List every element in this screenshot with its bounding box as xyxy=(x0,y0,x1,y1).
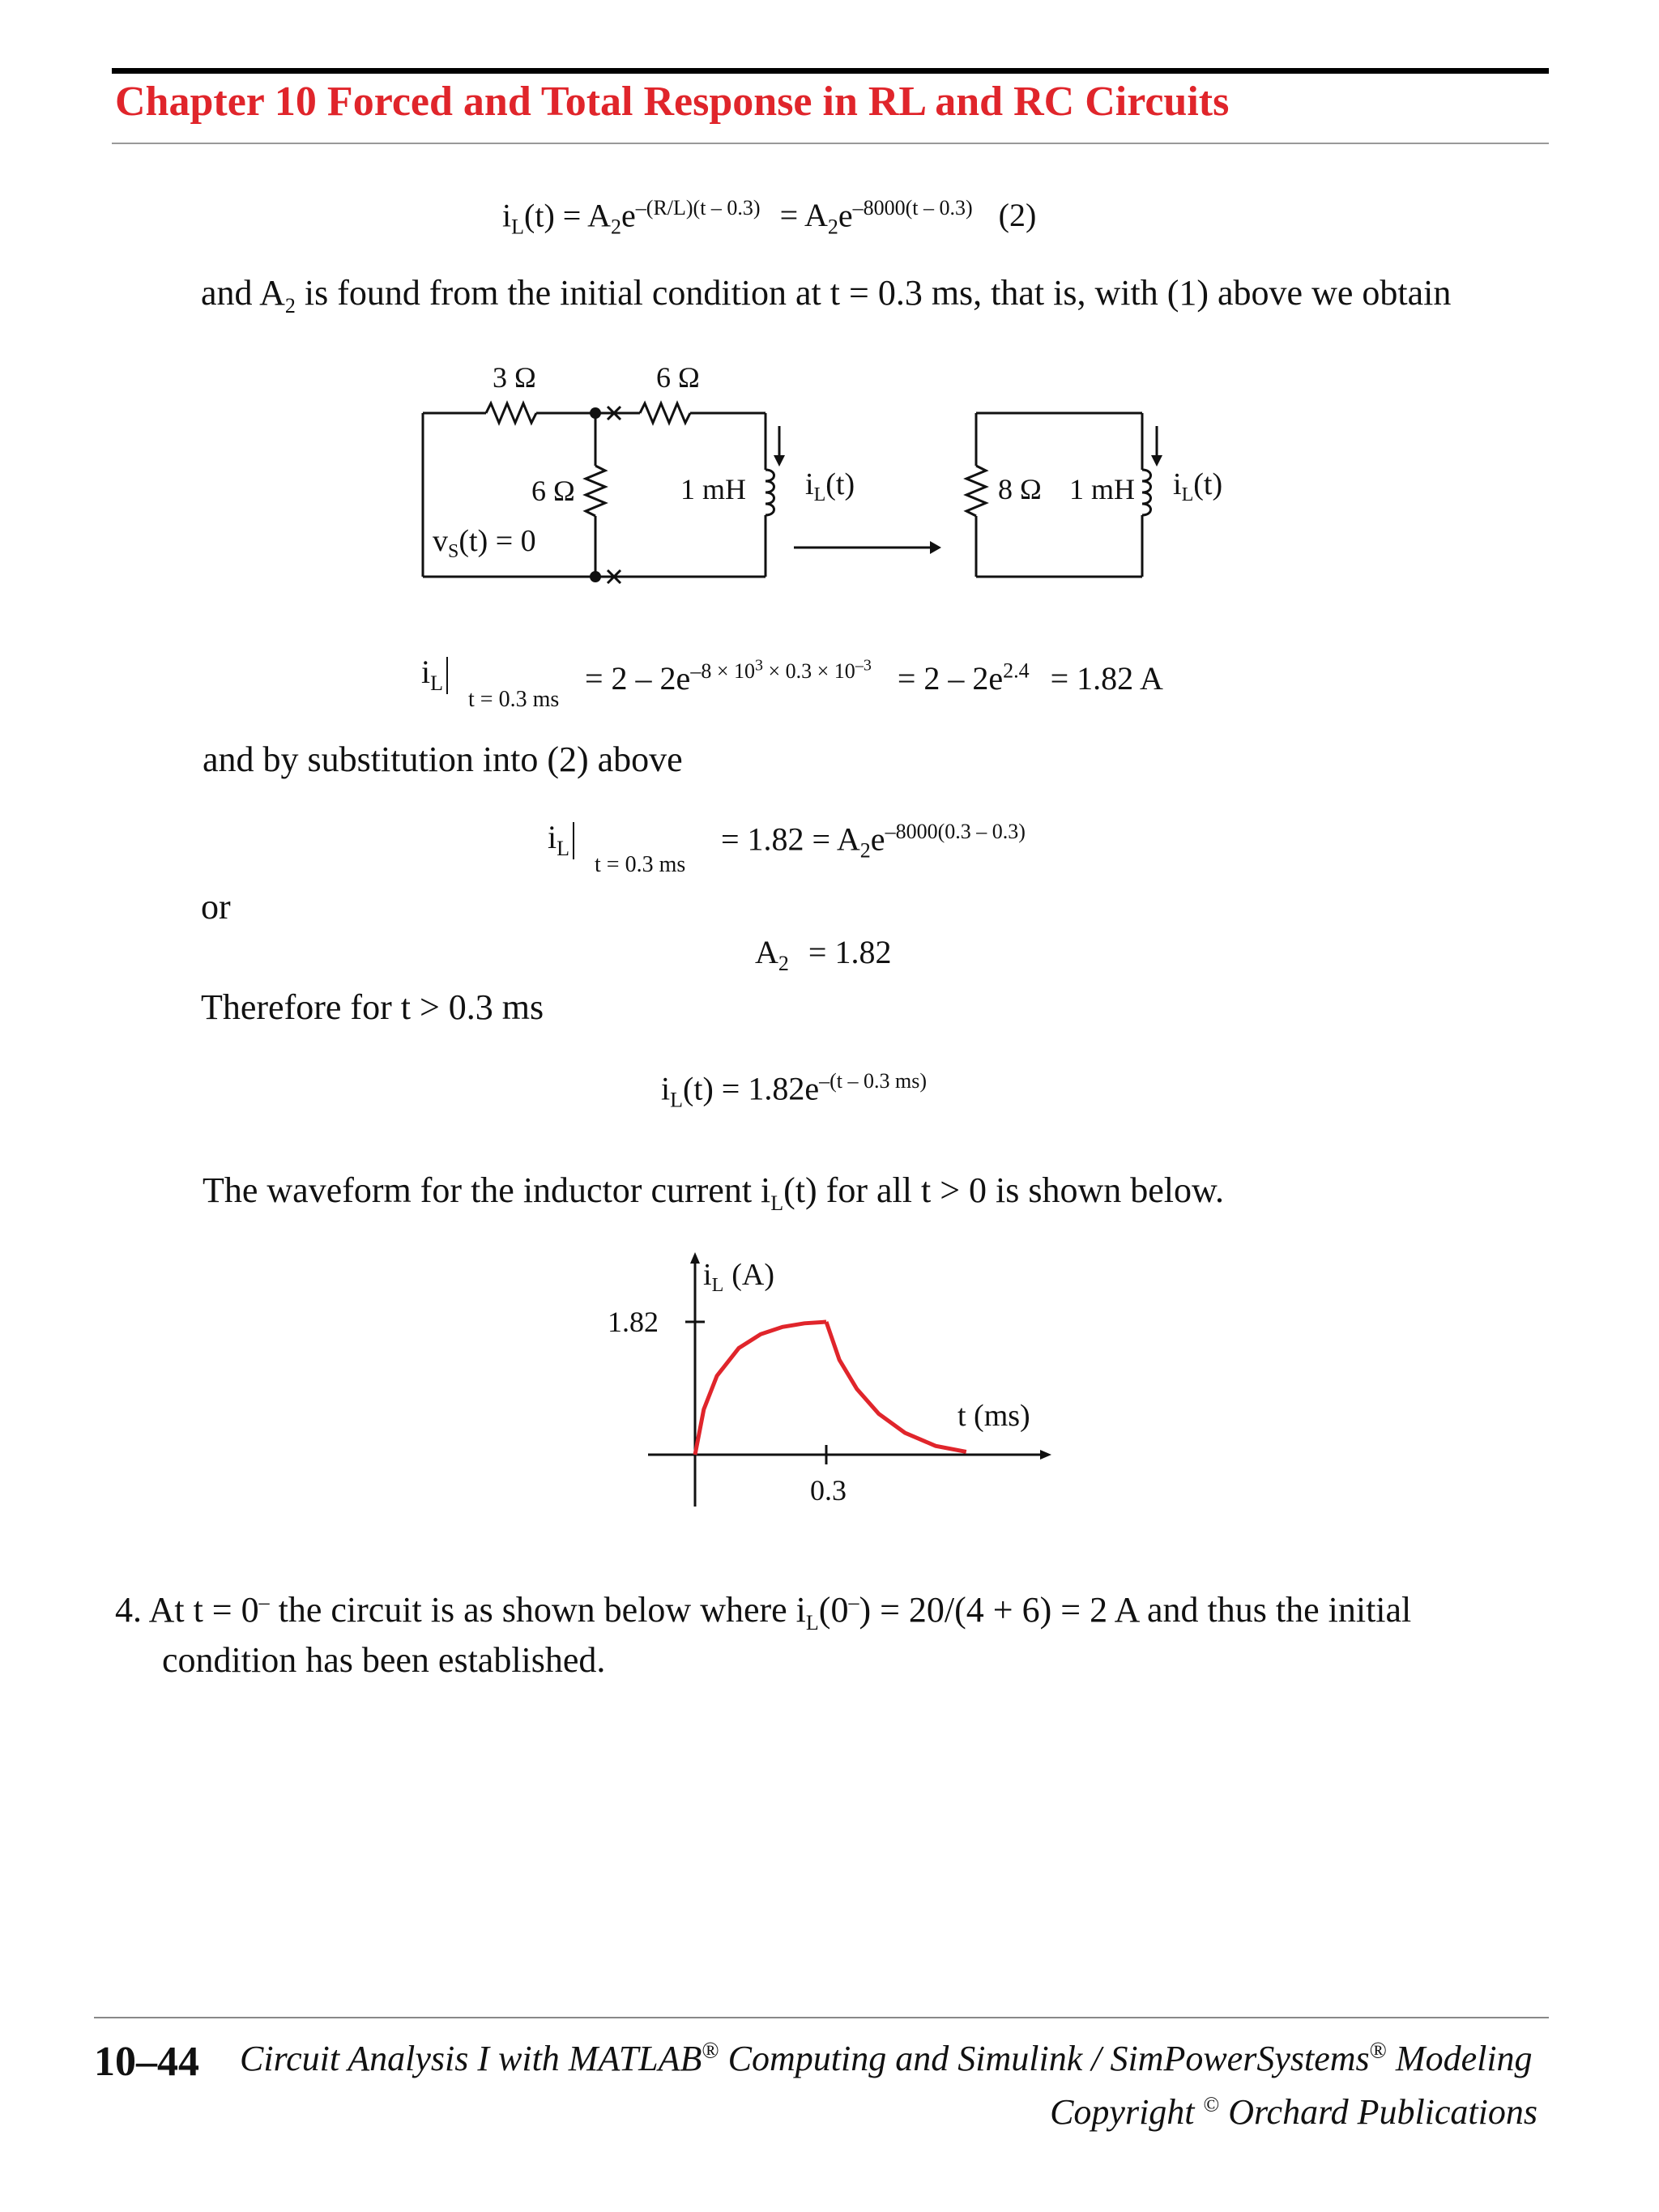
eval1-rhs1: = 2 – 2e xyxy=(585,659,691,697)
eval-2 xyxy=(548,818,578,861)
label-current-left: $i_L(t)$ xyxy=(805,467,855,505)
registered-mark-2: ® xyxy=(1369,2038,1387,2064)
eval2-lhs: i xyxy=(548,819,557,855)
eval1-rhs3: = 1.82 A xyxy=(1050,659,1163,697)
eq2-a-sub: 2 xyxy=(611,215,622,239)
chart-ylabel: $i_L$ (A) xyxy=(703,1258,774,1296)
a2-sentence-sub: 2 xyxy=(284,293,296,318)
eval2-rhs-sub: 2 xyxy=(859,838,871,863)
label-resistor-right: 8 Ω xyxy=(998,473,1042,505)
therefore-text: Therefore for t > 0.3 ms xyxy=(201,987,544,1027)
eval1-exp: –8 × 103 × 0.3 × 10–3 xyxy=(690,656,872,683)
item4-part4: ) = 20/(4 + 6) = 2 A and thus the initial xyxy=(859,1590,1412,1630)
label-inductor-right: 1 mH xyxy=(1069,473,1135,505)
header-rule xyxy=(112,68,1549,74)
copyright-label: Copyright xyxy=(1050,2092,1195,2132)
resistor-6ohm-top xyxy=(640,403,690,423)
label-inductor-left: 1 mH xyxy=(680,473,746,505)
a2-sentence-part1: and A xyxy=(201,273,285,313)
eval2-rhs-exp: –8000(0.3 – 0.3) xyxy=(885,820,1026,843)
label-current-right: $i_L(t)$ xyxy=(1173,467,1223,505)
eval2-lhs-sub: L xyxy=(557,837,570,860)
inductor-right xyxy=(1142,470,1151,515)
node-bottom xyxy=(590,571,601,582)
item4-line2: condition has been established. xyxy=(162,1640,606,1680)
or-text: or xyxy=(201,887,231,927)
chapter-title: Chapter 10 Forced and Total Response in RL and RC Circuits xyxy=(115,79,1230,125)
waveform-sentence-part1: The waveform for the inductor current i xyxy=(203,1170,771,1210)
resistor-3ohm xyxy=(486,403,536,423)
eval1-lhs-sub: L xyxy=(430,671,444,695)
a2-result-lhs: A xyxy=(755,934,778,970)
resistor-6ohm-vertical xyxy=(586,466,605,516)
equation-2 xyxy=(502,196,1036,239)
item4-line1 xyxy=(115,1589,1411,1635)
footer-rule xyxy=(94,2017,1549,2018)
chart-x-tick-label: 0.3 xyxy=(810,1474,847,1507)
copyright-publisher: Orchard Publications xyxy=(1219,2092,1537,2132)
book-title-part3: Modeling xyxy=(1386,2039,1533,2078)
current-arrowhead-right xyxy=(1151,455,1162,467)
item4-sub: L xyxy=(805,1610,819,1634)
chart-y-tick-label: 1.82 xyxy=(608,1306,659,1338)
waveform-sentence-part2: (t) for all t > 0 is shown below. xyxy=(783,1170,1224,1210)
inductor-left xyxy=(766,470,774,515)
series-rise-line xyxy=(695,1322,826,1455)
label-source: $v_S(t) = 0$ xyxy=(433,524,536,562)
label-r3: 6 Ω xyxy=(531,475,575,507)
final-eq-sub: L xyxy=(670,1088,684,1112)
label-r2: 6 Ω xyxy=(656,361,700,394)
circuit-diagram xyxy=(405,356,1280,591)
item4-sup: – xyxy=(258,1590,270,1614)
eval1-rhs2-exp: 2.4 xyxy=(1003,658,1030,683)
resistor-8ohm xyxy=(966,466,986,516)
page-number: 10–44 xyxy=(94,2039,199,2085)
eval1-condition: t = 0.3 ms xyxy=(468,687,560,712)
copyright-line xyxy=(1050,2091,1537,2133)
eval2-rhs-main: = 1.82 = A xyxy=(721,820,860,858)
final-eq-lhs: i xyxy=(661,1070,671,1107)
eq2-exp1: –(R/L)(t – 0.3) xyxy=(635,196,761,219)
current-arrowhead-left xyxy=(774,455,785,467)
waveform-sentence xyxy=(203,1170,1224,1216)
a2-sentence xyxy=(201,272,1451,318)
substitution-sentence: and by substitution into (2) above xyxy=(203,739,683,779)
eval1-bar xyxy=(446,657,448,694)
eq2-lhs-sub: L xyxy=(511,215,525,239)
final-equation xyxy=(661,1069,927,1112)
inductor-current-chart xyxy=(583,1247,1118,1523)
eval2-condition: t = 0.3 ms xyxy=(595,852,686,877)
eval1-lhs: i xyxy=(421,654,431,690)
eq2-e2: e xyxy=(838,197,853,234)
registered-mark-1: ® xyxy=(702,2038,719,2064)
a2-result xyxy=(755,933,891,976)
eq2-label: (2) xyxy=(998,197,1037,234)
waveform-sentence-sub: L xyxy=(770,1191,784,1215)
a2-sentence-part2: is found from the initial condition at t = 0.3 ms, that is, with (1) above we obtain xyxy=(295,273,1452,313)
label-r1: 3 Ω xyxy=(493,361,536,394)
book-title-part2: Computing and Simulink / SimPowerSystems xyxy=(719,2039,1370,2078)
book-title xyxy=(240,2038,1533,2079)
a2-result-sub: 2 xyxy=(778,952,789,975)
series-decay-line xyxy=(826,1322,966,1451)
eval2-rhs-e: e xyxy=(870,820,885,858)
eval1-rhs2: = 2 – 2e xyxy=(897,659,1004,697)
final-eq-arg: (t) = 1.82e xyxy=(683,1070,820,1107)
transition-arrowhead xyxy=(930,541,941,554)
x-axis-arrowhead xyxy=(1040,1450,1051,1460)
node-top xyxy=(590,407,601,419)
eq2-lhs-arg: (t) = A xyxy=(524,197,612,234)
item4-part3: (0 xyxy=(818,1590,849,1630)
eq2-a2-sub: 2 xyxy=(827,215,838,239)
book-title-part1: Circuit Analysis I with MATLAB xyxy=(240,2039,702,2078)
eq2-mid: = A xyxy=(779,197,828,234)
a2-result-rhs: = 1.82 xyxy=(808,934,892,970)
eval1-rhs xyxy=(585,656,1163,697)
eq2-e1: e xyxy=(621,197,636,234)
final-eq-exp: –(t – 0.3 ms) xyxy=(819,1069,927,1093)
header-divider xyxy=(112,143,1549,144)
eq2-lhs: i xyxy=(502,197,512,234)
item4-sup2: – xyxy=(848,1590,859,1614)
chart-xlabel: t (ms) xyxy=(957,1399,1030,1433)
eval2-rhs xyxy=(721,820,1026,863)
y-axis-arrowhead xyxy=(690,1252,700,1264)
eval-1 xyxy=(421,653,451,696)
eq2-exp2: –8000(t – 0.3) xyxy=(852,196,973,219)
item4-part1: 4. At t = 0 xyxy=(115,1590,259,1630)
eval2-bar xyxy=(573,822,574,859)
copyright-symbol: © xyxy=(1203,2092,1220,2116)
item4-part2: the circuit is as shown below where i xyxy=(269,1590,806,1630)
